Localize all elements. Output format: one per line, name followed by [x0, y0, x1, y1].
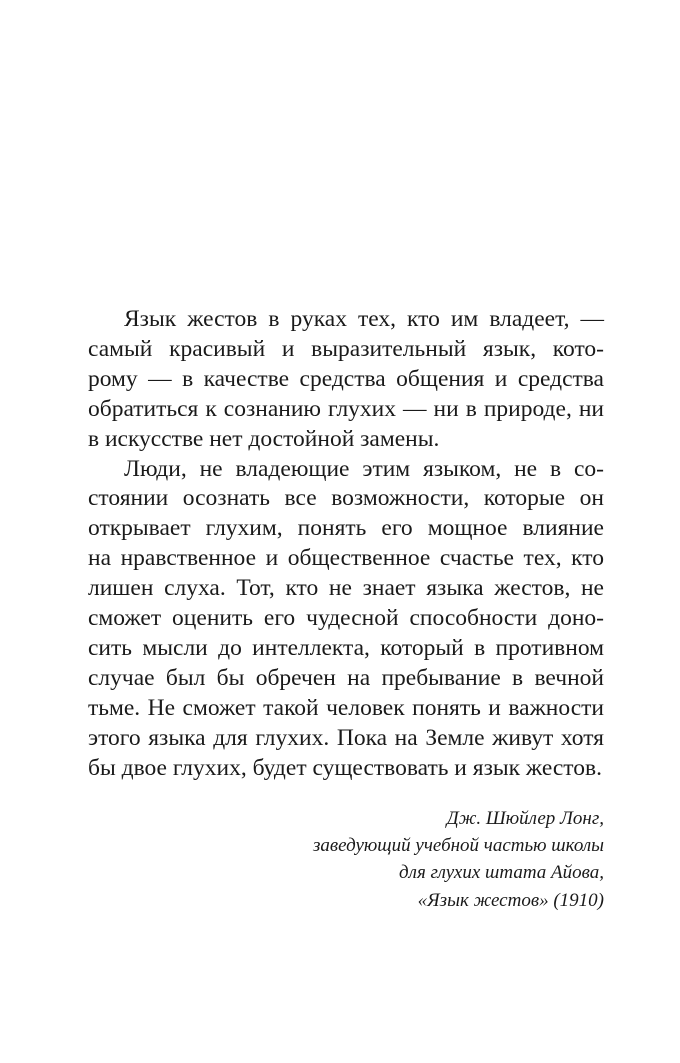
attribution-position: заведующий учебной частью школы	[312, 835, 604, 857]
paragraph-2	[88, 455, 604, 784]
text-line: Люди, не владеющие этим языком, не в со-	[124, 455, 604, 482]
text-line: Язык жестов в руках тех, кто им владеет, —	[124, 306, 604, 332]
text-line: открывает глухим, понять его мощное влияние	[88, 515, 604, 542]
text-line: стоянии осознать все возможности, которые он	[88, 485, 604, 512]
text-line: сможет оценить его чудесной способности доно-	[88, 605, 604, 632]
text-line: сить мысли до интеллекта, который в противном	[88, 634, 604, 661]
text-line: на нравственное и общественное счастье тех, кто	[88, 545, 604, 572]
text-line: обратиться к сознанию глухих — ни в природе, ни	[88, 395, 604, 422]
attribution-author: Дж. Шюйлер Лонг,	[446, 808, 604, 829]
text-line: случае был бы обречен на пребывание в вечной	[88, 664, 604, 691]
text-line: рому — в качестве средства общения и средства	[88, 365, 604, 392]
text-line: лишен слуха. Тот, кто не знает языка жестов, не	[88, 575, 604, 602]
attribution-institution: для глухих штата Айова,	[399, 862, 604, 884]
text-line: тьме. Не сможет такой человек понять и важности	[88, 694, 604, 721]
attribution	[313, 805, 604, 914]
epigraph-text	[88, 305, 604, 784]
attribution-source: «Язык жестов» (1910)	[417, 889, 604, 911]
paragraph-1	[88, 305, 604, 455]
text-line: этого языка для глухих. Пока на Земле живут хотя	[88, 724, 604, 751]
text-line: в искусстве нет достойной замены.	[88, 425, 440, 452]
text-line: самый красивый и выразительный язык, кото-	[88, 335, 604, 362]
text-line: бы двое глухих, будет существовать и язык жестов.	[88, 754, 602, 781]
